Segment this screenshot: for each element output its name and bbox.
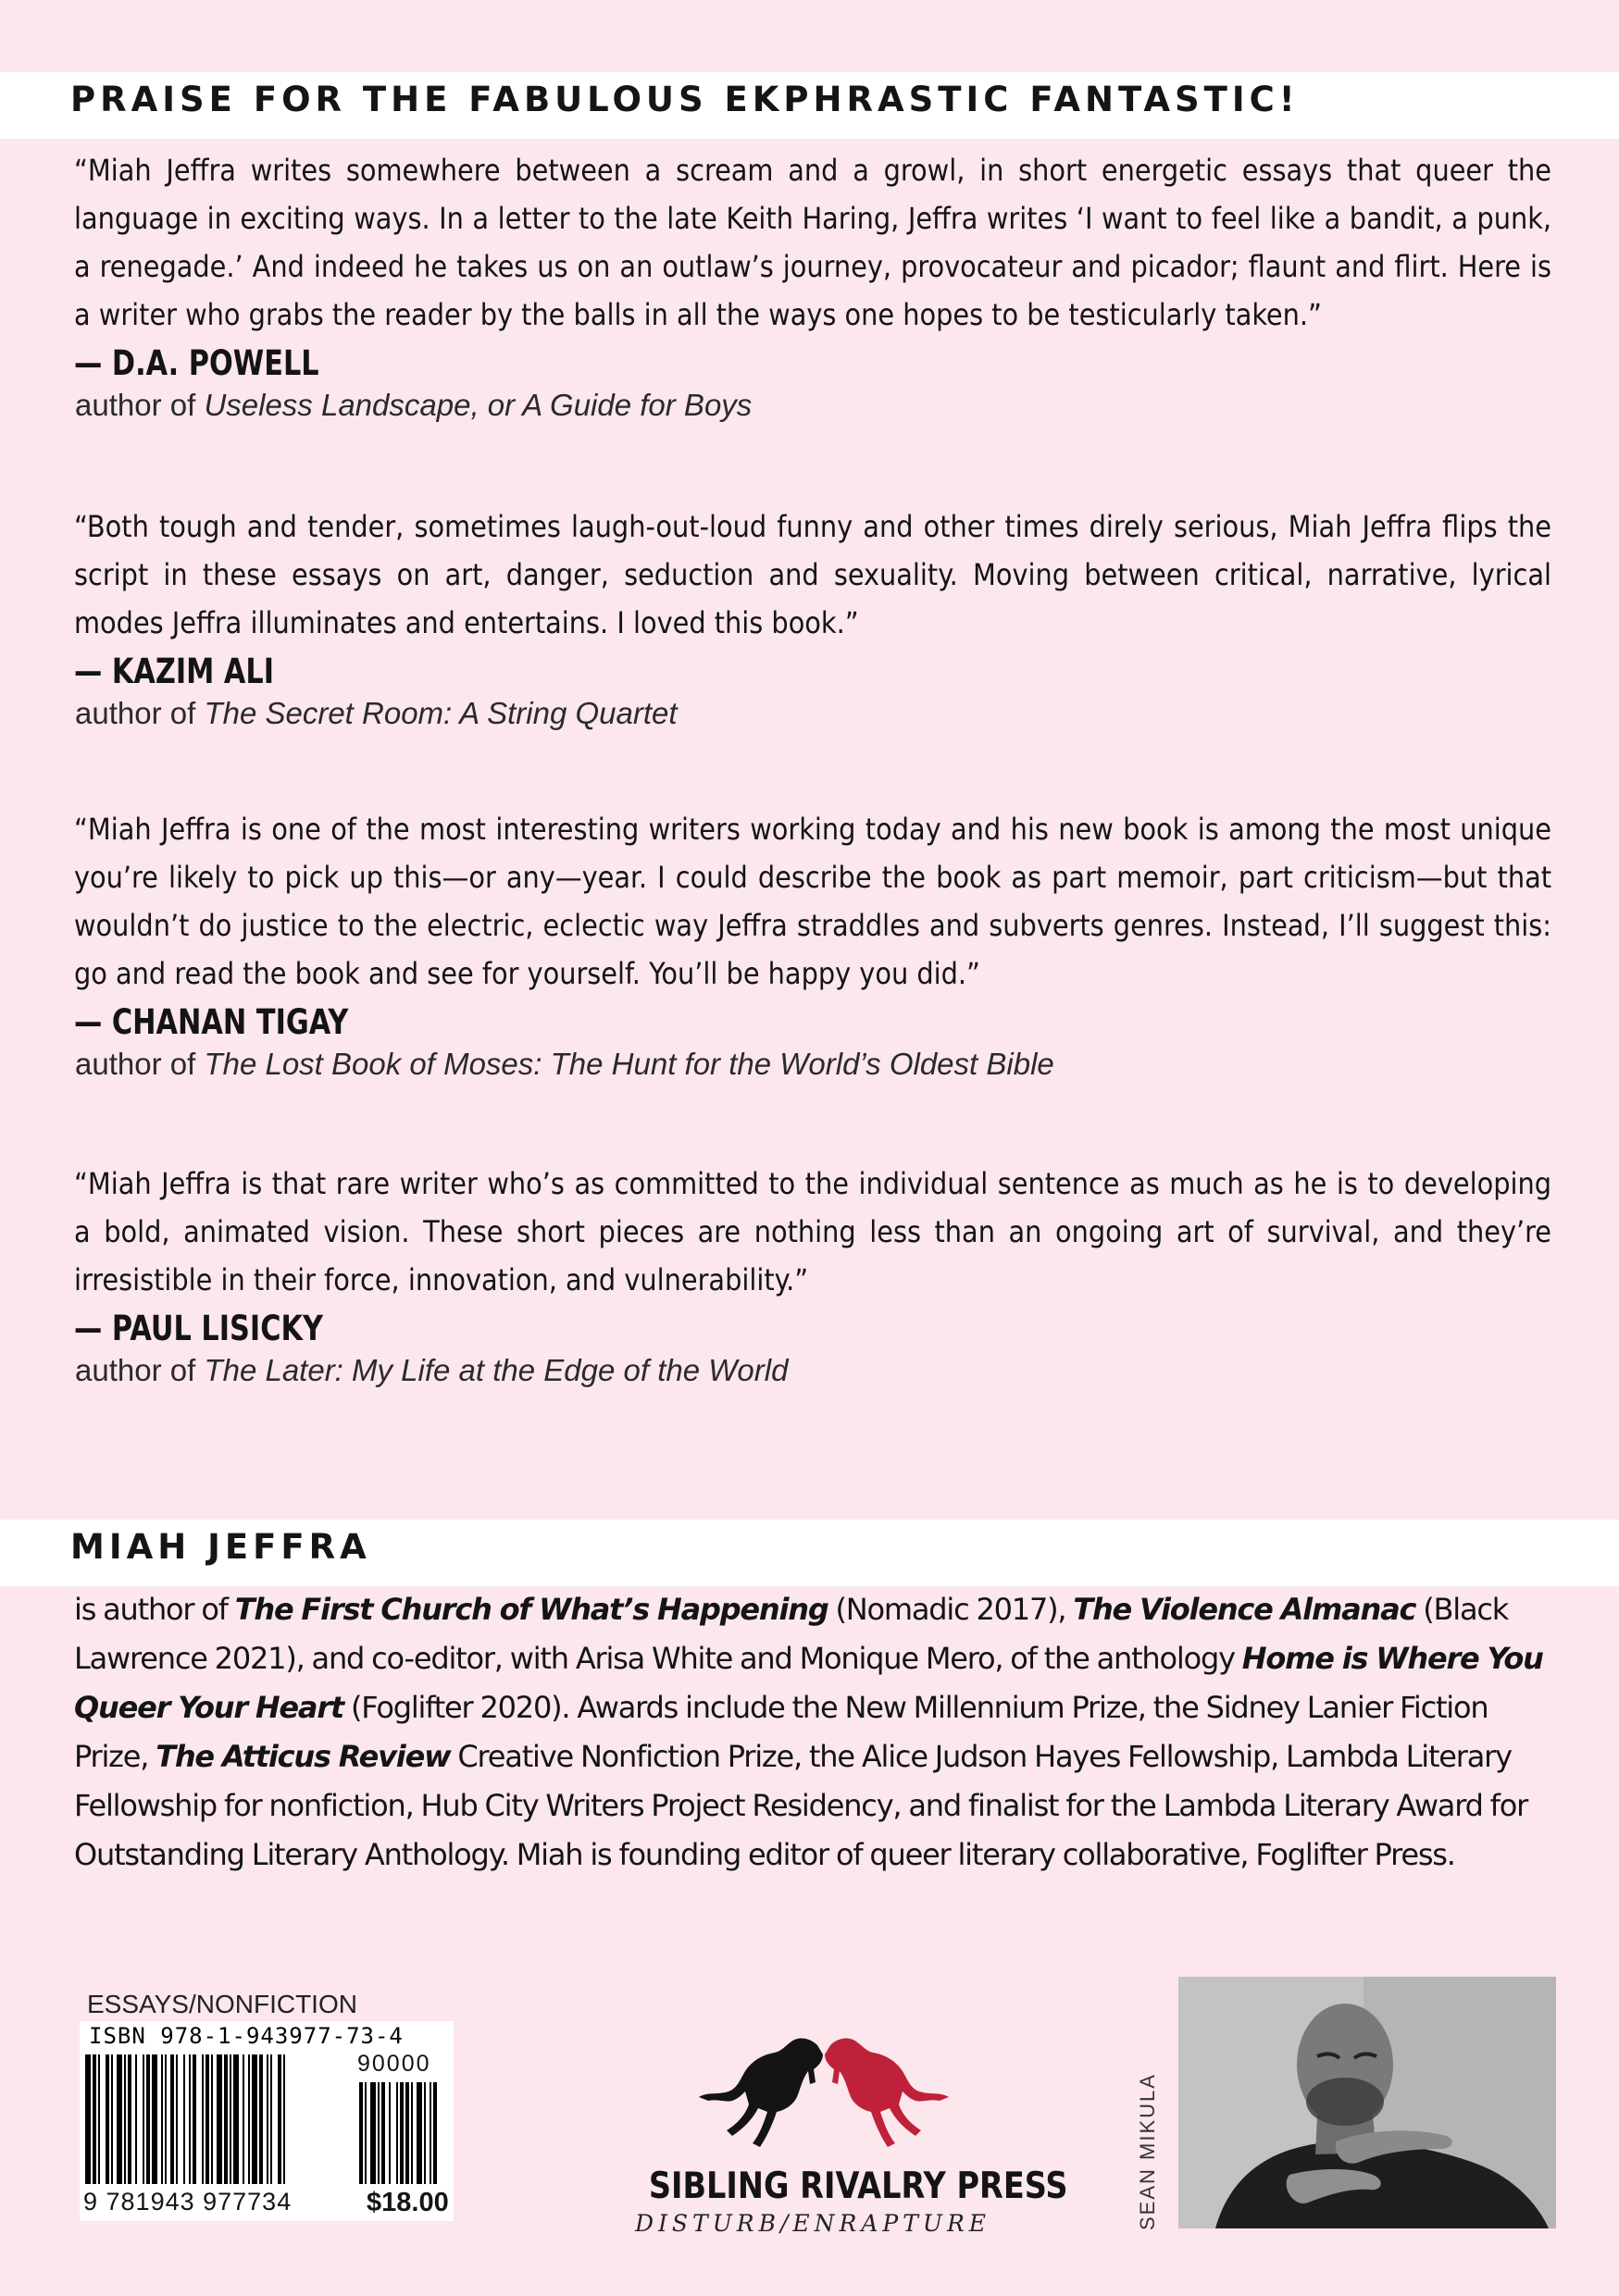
barcode-bar — [165, 2054, 167, 2184]
blurb-book: author of Useless Landscape, or A Guide for Boys — [75, 388, 753, 422]
blurb-3 — [74, 805, 1551, 1085]
barcode-bar — [283, 2054, 285, 2184]
blurb-4 — [74, 1160, 1551, 1391]
barcode-bar — [259, 2054, 263, 2184]
press-name: SIBLING RIVALRY PRESS — [648, 2166, 1068, 2207]
barcode-bar — [128, 2054, 131, 2184]
bio-header-band — [0, 1520, 1619, 1586]
barcode-bar — [243, 2054, 244, 2184]
barcode-bar — [124, 2054, 126, 2184]
blurb-book: author of The Lost Book of Moses: The Hunt for the World’s Oldest Bible — [75, 1047, 1054, 1081]
barcode-addon-bar — [389, 2082, 391, 2184]
blurb-author: — D.A. POWELL — [74, 343, 319, 383]
barcode-bar — [278, 2054, 281, 2184]
barcode-bar — [205, 2054, 209, 2184]
addon-digits: 90000 — [357, 2051, 431, 2077]
bio-heading: MIAH JEFFRA — [70, 1527, 371, 1567]
barcode-bar — [193, 2054, 196, 2184]
barcode-bar — [161, 2054, 163, 2184]
barcode-addon-bar — [359, 2082, 363, 2184]
barcode-addon-bar — [378, 2082, 380, 2184]
barcode-bar — [106, 2054, 109, 2184]
praise-header-band — [0, 72, 1619, 139]
press-motto: DISTURB/ENRAPTURE — [634, 2210, 991, 2237]
barcode-bar — [189, 2054, 191, 2184]
barcode-bar — [152, 2054, 157, 2184]
barcode-bar — [211, 2054, 213, 2184]
barcode-bar — [170, 2054, 174, 2184]
author-bio: is author of The First Church of What’s Happening (Nomadic 2017), The Violence Almanac (Black Lawrence 2021), and co-editor, with Arisa White and Monique Mero, of the anthology Home is Where You Queer Your Heart (Foglifter 2020). Awards include the New Millennium Prize, the Sidney Lanier Fiction Prize, The Atticus Review Creative Nonfiction Prize, the Alice Judson Hayes Fellowship, Lambda Literary Fellowship for nonfiction, Hub City Writers Project Residency, and finalist for the Lambda Literary Award for Outstanding Literary Anthology. Miah is founding editor of queer literary collaborative, Foglifter Press. — [74, 1592, 1543, 1872]
barcode-bar — [252, 2054, 257, 2184]
praise-title: PRAISE FOR THE FABULOUS EKPHRASTIC FANTASTIC! — [70, 80, 1300, 119]
barcode-bar — [224, 2054, 228, 2184]
barcode-bar — [135, 2054, 137, 2184]
barcode-bar — [111, 2054, 113, 2184]
barcode-bar — [230, 2054, 231, 2184]
barcode-digits: 9 781943 977734 — [83, 2188, 293, 2215]
blurb-quote: “Miah Jeffra is one of the most interesting writers working today and his new book is among the most unique you’re likely to pick up this—or any—year. I could describe the book as part memoir, part criticism—but that wouldn’t do justice to the electric, eclectic way Jeffra straddles and subverts genres. Instead, I’ll suggest this: go and read the book and see for yourself. You’ll be happy you did.” — [74, 812, 1551, 991]
barcode-bar — [117, 2054, 122, 2184]
barcode-addon-bar — [365, 2082, 367, 2184]
barcode-bar — [202, 2054, 204, 2184]
barcode-addon-bar — [396, 2082, 398, 2184]
blurb-book: author of The Later: My Life at the Edge of the World — [75, 1353, 789, 1387]
barcode-addon-bar — [430, 2082, 431, 2184]
barcode-addon-bar — [411, 2082, 413, 2184]
blurb-author: — PAUL LISICKY — [74, 1309, 323, 1348]
author-portrait-icon — [1178, 1977, 1556, 2228]
barcode-addon-bar — [400, 2082, 404, 2184]
barcode-bar — [217, 2054, 222, 2184]
barcode — [80, 2021, 454, 2221]
barcode-addon-bar — [424, 2082, 426, 2184]
barcode-addon-bar — [417, 2082, 422, 2184]
barcode-addon-bar — [381, 2082, 385, 2184]
blurb-1 — [74, 146, 1551, 426]
barcode-addon-bar — [370, 2082, 376, 2184]
barcode-bar — [248, 2054, 250, 2184]
blurb-author: — KAZIM ALI — [74, 652, 275, 691]
blurb-quote: “Both tough and tender, sometimes laugh-out-loud funny and other times direly serious, Miah Jeffra flips the script in these essays on art, danger, seduction and sexuality. Moving between critical, narrative, lyrical modes Jeffra illuminates and entertains. I loved this book.” — [74, 509, 1551, 640]
blurb-quote: “Miah Jeffra writes somewhere between a scream and a growl, in short energetic essays that queer the language in exciting ways. In a letter to the late Keith Haring, Jeffra writes ‘I want to feel like a bandit, a punk, a renegade.’ And indeed he takes us on an outlaw’s journey, provocateur and picador; flaunt and flirt. Here is a writer who grabs the reader by the balls in all the ways one hopes to be testicularly taken.” — [74, 153, 1551, 332]
barcode-addon-bar — [433, 2082, 437, 2184]
barcode-bar — [93, 2054, 96, 2184]
blurb-quote: “Miah Jeffra is that rare writer who’s as committed to the individual sentence as much as he is to developing a bold, animated vision. These short pieces are nothing less than an ongoing art of survival, and they’re irresistible in their force, innovation, and vulnerability.” — [74, 1166, 1551, 1297]
genre-label: ESSAYS/NONFICTION — [87, 1990, 357, 2018]
author-photo — [1178, 1977, 1556, 2228]
barcode-bar — [267, 2054, 268, 2184]
barcode-bar — [233, 2054, 239, 2184]
barcode-bar — [98, 2054, 100, 2184]
price: $18.00 — [367, 2188, 449, 2217]
barcode-addon-bar — [405, 2082, 409, 2184]
blurb-2 — [74, 503, 1551, 734]
photo-credit: SEAN MIKULA — [1136, 2073, 1159, 2230]
barcode-bar — [143, 2054, 144, 2184]
barcode-bar — [85, 2054, 91, 2184]
horses-logo-icon — [671, 2027, 977, 2156]
barcode-bar — [146, 2054, 150, 2184]
isbn-text: ISBN 978-1-943977-73-4 — [89, 2023, 404, 2049]
blurb-author: — CHANAN TIGAY — [74, 1002, 349, 1042]
barcode-bar — [176, 2054, 178, 2184]
blurb-book: author of The Secret Room: A String Quartet — [75, 696, 678, 730]
barcode-bar — [270, 2054, 272, 2184]
barcode-bar — [183, 2054, 185, 2184]
